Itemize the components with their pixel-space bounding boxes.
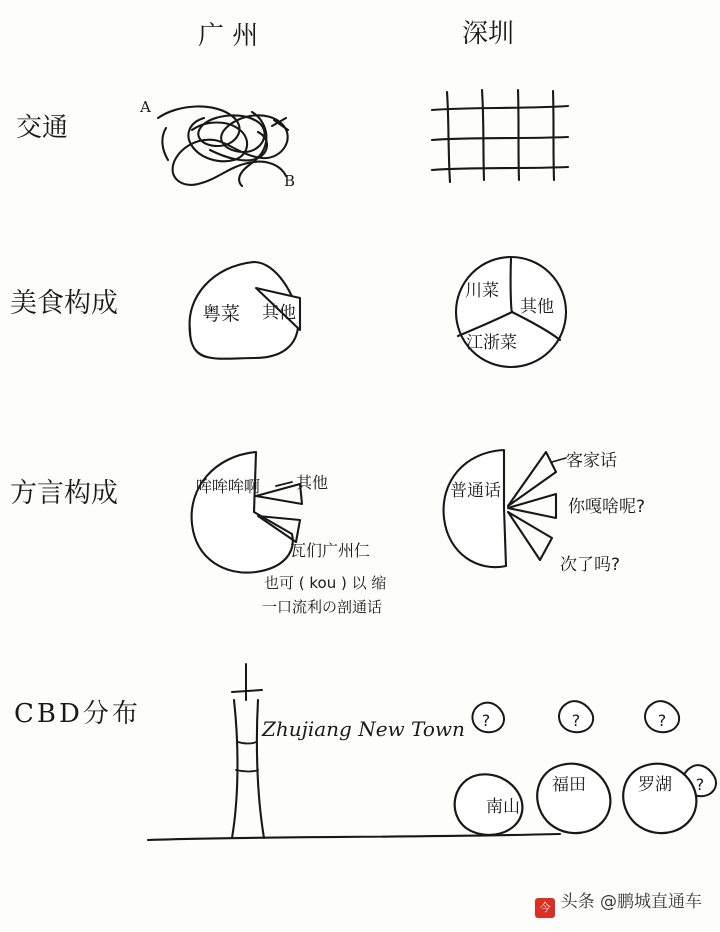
food-gz-slice-label-0: 粤菜 [202,303,241,325]
dialect-gz-annotation-0: 瓦们广州仁 [290,541,371,560]
row-label-dialect: 方言构成 [10,478,118,509]
row-label-food: 美食构成 [10,288,118,319]
dialect-sz-slice-label-3: 次了吗? [560,555,621,575]
source-footer [0,887,720,918]
cbd-sz-bubble-label-0: ? [481,711,491,730]
toutiao-logo-icon: 今 [535,898,555,918]
dialect-gz-slice-label-1: 其他 [296,473,329,492]
food-sz-slice-label-0: 川菜 [465,281,499,301]
source-text: 头条 @鹏城直通车 [560,892,702,912]
dialect-shenzhen-pie [444,450,645,575]
cbd-sz-bubble-label-1: ? [571,711,581,730]
dialect-sz-slice-label-1: 客家话 [566,451,617,471]
traffic-guangzhou-scribble [139,98,295,190]
cbd-sz-bubble-label-5: 福田 [552,775,586,795]
dialect-guangzhou-pie [192,452,387,616]
food-guangzhou-pie [190,262,300,359]
cbd-sz-bubble-label-4: 南山 [486,797,520,817]
cbd-sz-bubble-label-2: ? [657,711,667,730]
cbd-sz-bubble-label-6: 罗湖 [638,775,672,795]
column-header-shenzhen: 深圳 [462,19,515,49]
traffic-gz-end-label: B [284,172,296,190]
dialect-gz-annotation-2: 一口流利の剖通话 [262,598,383,616]
dialect-gz-annotation-1: 也可 ( kou ) 以 缩 [264,574,387,592]
traffic-gz-start-label: A [140,98,151,116]
food-sz-slice-label-2: 江浙菜 [466,333,517,353]
food-sz-slice-label-1: 其他 [520,297,554,317]
dialect-gz-slice-label-0: 哞哞哞啊 [196,477,261,496]
dialect-sz-slice-label-0: 普通话 [450,481,501,501]
traffic-shenzhen-grid [432,90,568,182]
food-gz-slice-label-1: 其他 [262,303,296,323]
cbd-gz-landmark-label: Zhujiang New Town [262,717,465,741]
cbd-shenzhen-bubbles [455,701,716,835]
food-shenzhen-pie [456,257,566,367]
dialect-sz-slice-label-2: 你嘎啥呢? [568,497,646,517]
row-label-traffic: 交通 [16,113,69,143]
cbd-sz-bubble-label-3: ? [695,775,705,794]
column-header-guangzhou: 广 州 [198,21,259,51]
row-label-cbd: CBD分布 [14,699,141,729]
